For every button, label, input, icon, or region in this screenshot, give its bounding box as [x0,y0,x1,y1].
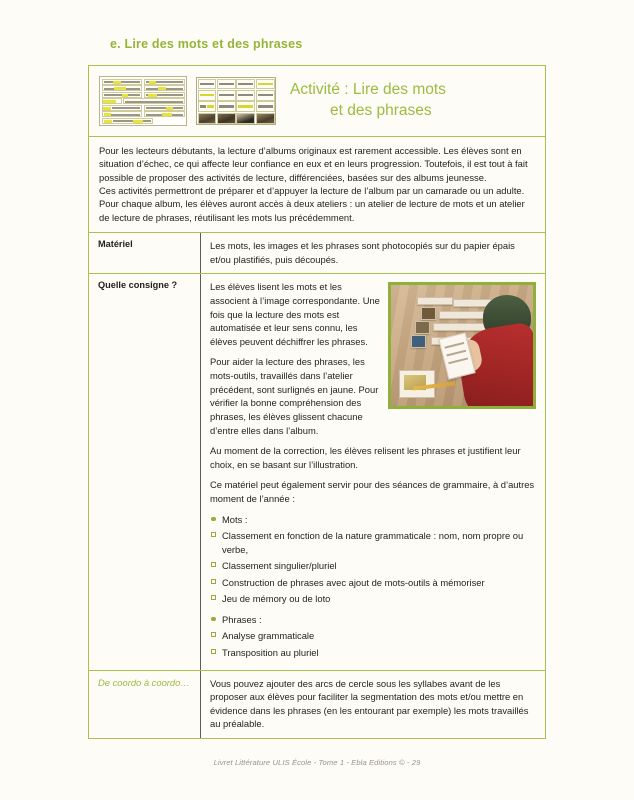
coordo-row [89,670,545,739]
consigne-row [89,273,545,669]
list-item: Analyse grammaticale [210,629,536,642]
list-item: Mots : [210,513,536,526]
consigne-paragraph-3: Au moment de la correction, les élèves relisent les phrases et justifient leur choix, en se basant sur l’illustration. [210,445,521,470]
activity-table [88,65,546,739]
activity-title-line2: et des phrases [330,102,432,119]
materiel-label: Matériel [89,233,201,273]
page-footer: Livret Littérature ULIS École - Tome 1 - Ebla Editions © - 29 [213,758,421,767]
consigne-paragraph-4: Ce matériel peut également servir pour des séances de grammaire, à d’autres moment de l’année : [210,479,535,505]
intro-block [89,137,545,232]
coordo-label: De coordo à coordo… [89,671,201,739]
consigne-label: Quelle consigne ? [89,274,201,669]
list-item: Phrases : [210,613,536,626]
intro-paragraph-1: Pour les lecteurs débutants, la lecture d’albums originaux est rarement accessible. Les élèves sont en situation d’échec, ce qui affecte leur confiance en eux et en leurs progression. Toutefois, il est tout à fait possible de proposer des activités de lecture, différenciées, basées sur des albums jeunesse. [99,145,528,183]
activity-title-line1: Activité : Lire des mots [290,81,446,99]
consigne-content [201,274,545,669]
list-item: Transposition au pluriel [210,646,536,659]
consigne-paragraph-1: Les élèves lisent les mots et les associent à l’image correspondante. Une fois que la lecture des mots est automatisée et leur sens connu, les élèves peuvent déchiffrer les phrases. [210,281,380,347]
section-heading: e. Lire des mots et des phrases [110,37,303,51]
coordo-text: Vous pouvez ajouter des arcs de cercle sous les syllabes avant de les proposer aux élèves pour faciliter la segmentation des mots et/ou mettre en évidence dans les phrases (en les entourant par exemple) les mots travaillés au préalable. [210,677,529,730]
materiel-content [201,233,545,273]
list-item: Classement singulier/pluriel [210,559,536,572]
consigne-paragraph-2: Pour aider la lecture des phrases, les mots-outils, travaillés dans l’atelier précédent, sont surlignés en jaune. Pour vérifier la bonne compréhension des phrases, les élèves glissent chacune d’entre elles dans l’album. [210,356,379,436]
coordo-content [201,671,545,739]
activity-header-row [89,66,545,136]
materiel-row [89,232,545,273]
activity-title [286,80,539,122]
materiel-text: Les mots, les images et les phrases sont photocopiés sur du papier épais et/ou plastifiés, puis découpés. [210,240,515,265]
intro-paragraph-2: Ces activités permettront de préparer et d’appuyer la lecture de l’album par un camarade ou un adulte. Pour chaque album, les élèves auront accès à deux ateliers : un atelier de lecture de mots et un atelier de lecture de phrases, réutilisant les mots lus précédemment. [99,185,525,223]
list-item: Jeu de mémory ou de loto [210,592,536,605]
wordgrid-thumbnail-image [196,77,276,125]
grammar-activities-list [210,513,536,659]
classroom-activity-photo [388,282,536,409]
list-item: Construction de phrases avec ajout de mots-outils à mémoriser [210,576,536,589]
sentences-thumbnail-image [99,76,187,126]
intro-row [89,136,545,232]
list-item: Classement en fonction de la nature grammaticale : nom, nom propre ou verbe, [210,529,536,555]
